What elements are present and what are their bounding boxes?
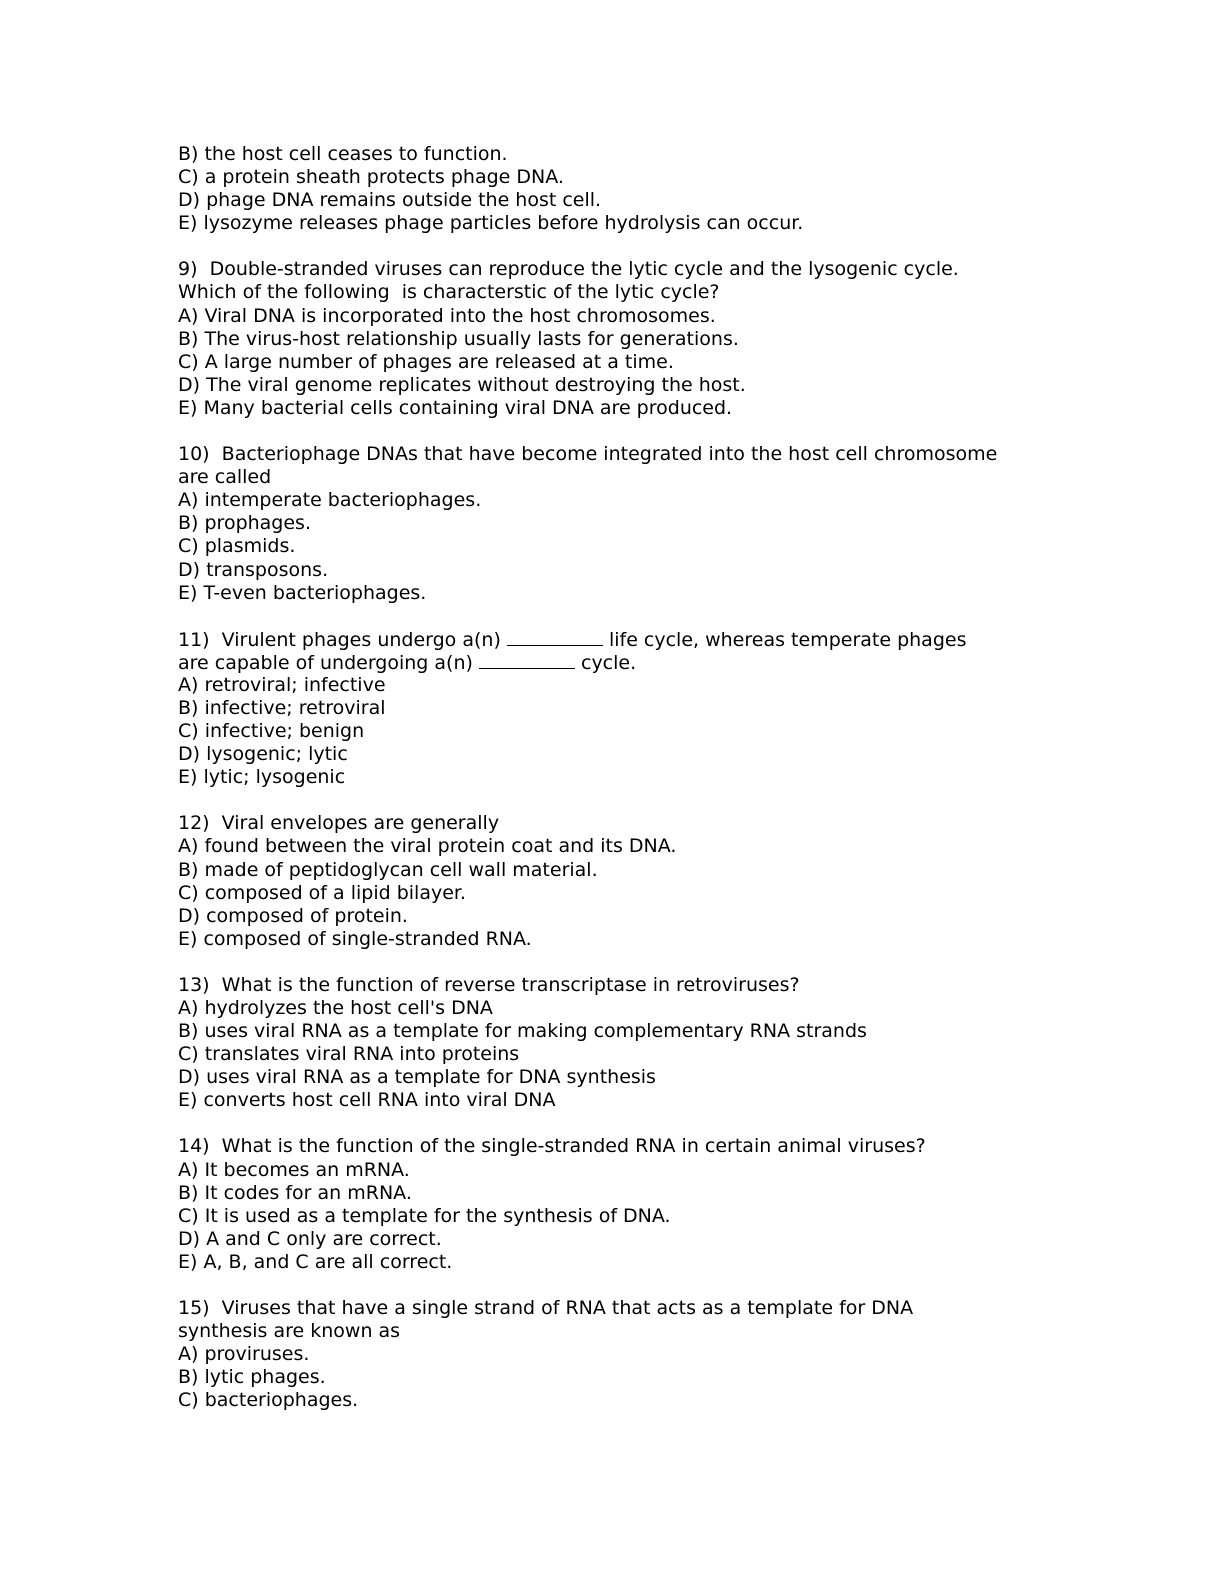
answer-option: E) Many bacterial cells containing viral DNA are produced. — [178, 396, 733, 419]
answer-option: D) The viral genome replicates without destroying the host. — [178, 373, 746, 396]
document-page — [178, 143, 1078, 1436]
stem-text: cycle. — [574, 651, 637, 674]
answer-option: E) lysozyme releases phage particles before hydrolysis can occur. — [178, 212, 804, 235]
fill-in-blank — [479, 651, 575, 669]
answer-option: E) T-even bacteriophages. — [178, 581, 427, 604]
answer-option: B) uses viral RNA as a template for making complementary RNA strands — [178, 1020, 867, 1043]
question-12 — [178, 812, 1078, 951]
question-stem: Which of the following is characterstic of the lytic cycle? — [178, 281, 720, 304]
answer-option: C) A large number of phages are released at a time. — [178, 350, 674, 373]
answer-option: A) hydrolyzes the host cell's DNA — [178, 997, 493, 1019]
answer-option: D) composed of protein. — [178, 904, 408, 927]
answer-option: A) found between the viral protein coat and its DNA. — [178, 835, 677, 858]
question-11 — [178, 628, 1078, 790]
question-15 — [178, 1297, 1078, 1412]
stem-text: are capable of undergoing a(n) — [178, 651, 479, 674]
answer-option: C) plasmids. — [178, 535, 296, 558]
answer-option: C) a protein sheath protects phage DNA. — [178, 166, 564, 189]
question-stem: 10) Bacteriophage DNAs that have become integrated into the host cell chromosome — [178, 443, 998, 466]
stem-text: life cycle, whereas temperate phages — [602, 628, 967, 651]
answer-option: C) composed of a lipid bilayer. — [178, 881, 467, 904]
answer-option: A) Viral DNA is incorporated into the host chromosomes. — [178, 304, 716, 327]
answer-option: D) A and C only are correct. — [178, 1227, 442, 1250]
answer-option: B) It codes for an mRNA. — [178, 1181, 412, 1204]
question-14 — [178, 1135, 1078, 1274]
question-stem: 14) What is the function of the single-stranded RNA in certain animal viruses? — [178, 1135, 926, 1158]
question-13 — [178, 974, 1078, 1113]
question-stem: are called — [178, 466, 272, 489]
answer-option: B) made of peptidoglycan cell wall material. — [178, 858, 598, 881]
question-stem: synthesis are known as — [178, 1320, 401, 1343]
answer-option: D) phage DNA remains outside the host cell. — [178, 189, 602, 212]
question-stem: 9) Double-stranded viruses can reproduce the lytic cycle and the lysogenic cycle. — [178, 258, 959, 281]
answer-option: B) infective; retroviral — [178, 696, 386, 719]
question-stem — [178, 651, 1078, 674]
answer-option: A) retroviral; infective — [178, 673, 386, 696]
answer-option: C) infective; benign — [178, 720, 365, 743]
answer-option: D) lysogenic; lytic — [178, 743, 348, 766]
question-stem: 12) Viral envelopes are generally — [178, 812, 500, 835]
question-9 — [178, 258, 1078, 420]
question-stem — [178, 628, 1078, 651]
answer-option: C) translates viral RNA into proteins — [178, 1043, 520, 1066]
answer-option: B) lytic phages. — [178, 1366, 326, 1389]
answer-option: E) lytic; lysogenic — [178, 766, 346, 789]
question-8-continuation — [178, 143, 1078, 235]
answer-option: E) converts host cell RNA into viral DNA — [178, 1089, 556, 1112]
answer-option: A) It becomes an mRNA. — [178, 1158, 410, 1181]
question-stem: 15) Viruses that have a single strand of RNA that acts as a template for DNA — [178, 1297, 914, 1320]
answer-option: D) transposons. — [178, 558, 329, 581]
answer-option: A) proviruses. — [178, 1343, 310, 1366]
answer-option: A) intemperate bacteriophages. — [178, 489, 482, 512]
question-stem: 13) What is the function of reverse transcriptase in retroviruses? — [178, 973, 800, 996]
answer-option: B) The virus-host relationship usually lasts for generations. — [178, 327, 739, 350]
answer-option: E) A, B, and C are all correct. — [178, 1250, 453, 1273]
stem-text: 11) Virulent phages undergo a(n) — [178, 628, 507, 651]
answer-option: C) bacteriophages. — [178, 1389, 359, 1412]
answer-option: E) composed of single-stranded RNA. — [178, 927, 532, 950]
fill-in-blank — [507, 628, 603, 646]
question-10 — [178, 443, 1078, 605]
answer-option: D) uses viral RNA as a template for DNA synthesis — [178, 1066, 656, 1089]
answer-option: B) prophages. — [178, 512, 311, 535]
answer-option: B) the host cell ceases to function. — [178, 143, 508, 165]
answer-option: C) It is used as a template for the synthesis of DNA. — [178, 1204, 671, 1227]
